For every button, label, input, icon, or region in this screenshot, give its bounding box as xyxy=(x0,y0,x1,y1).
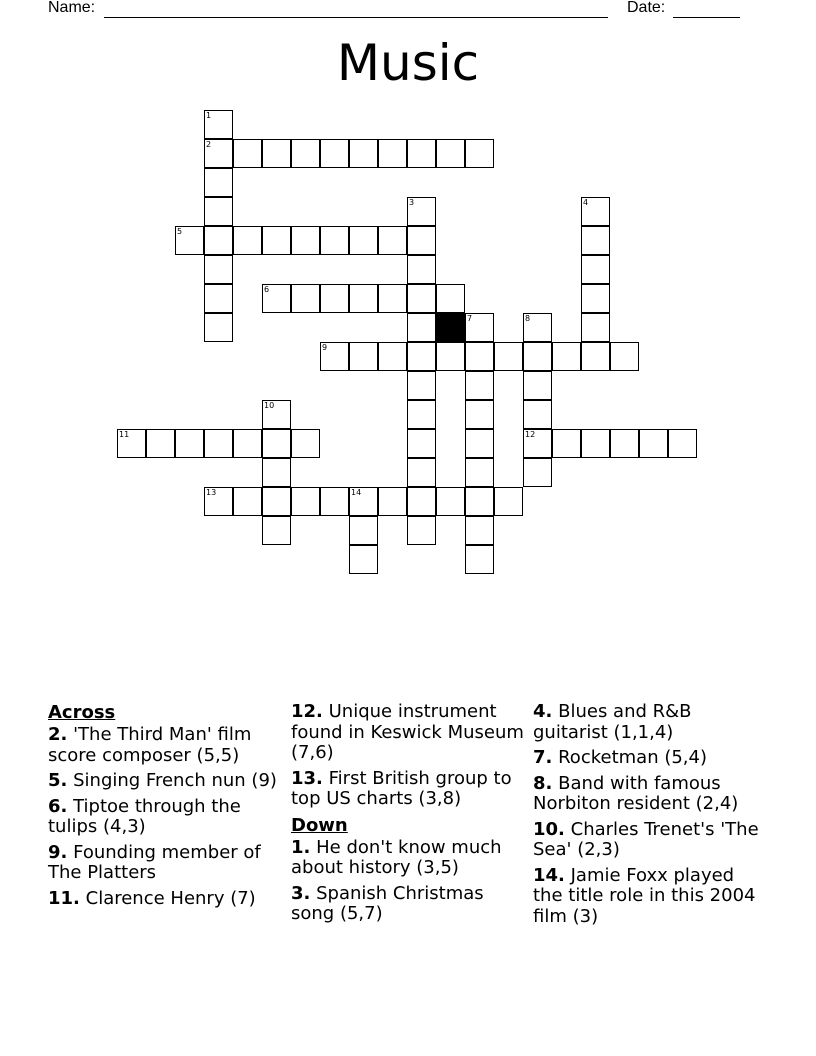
black-cell xyxy=(436,313,465,342)
cell-number: 5 xyxy=(177,227,183,236)
grid-cell[interactable] xyxy=(146,429,175,458)
clue-number: 1. xyxy=(291,836,311,858)
grid-cell[interactable] xyxy=(465,487,494,516)
clue-number: 3. xyxy=(291,882,311,904)
clue-item xyxy=(533,866,763,928)
clue-number: 2. xyxy=(48,724,68,745)
clue-text: Singing French nun (9) xyxy=(73,770,277,791)
grid-cell[interactable] xyxy=(262,516,291,545)
grid-cell[interactable] xyxy=(320,487,349,516)
grid-cell[interactable] xyxy=(407,284,436,313)
name-label: Name: xyxy=(48,0,96,16)
clues-column-3 xyxy=(533,702,763,932)
clue-number: 5. xyxy=(48,770,68,791)
grid-cell[interactable] xyxy=(523,400,552,429)
grid-cell[interactable] xyxy=(581,429,610,458)
cell-number: 3 xyxy=(409,198,415,207)
clue-item xyxy=(48,843,283,884)
grid-cell[interactable] xyxy=(523,371,552,400)
grid-cell[interactable] xyxy=(552,429,581,458)
grid-cell[interactable] xyxy=(523,458,552,487)
cell-number: 9 xyxy=(322,343,328,352)
down-heading: Down xyxy=(291,814,348,836)
cell-number: 12 xyxy=(525,430,536,439)
grid-cell[interactable] xyxy=(204,284,233,313)
clue-number: 8. xyxy=(533,772,553,794)
grid-cell[interactable] xyxy=(465,139,494,168)
grid-cell[interactable] xyxy=(378,139,407,168)
grid-cell[interactable] xyxy=(523,429,552,458)
page-title: Music xyxy=(336,34,480,92)
grid-cell[interactable] xyxy=(204,197,233,226)
grid-cell[interactable] xyxy=(204,429,233,458)
grid-cell[interactable] xyxy=(407,487,436,516)
grid-cell[interactable] xyxy=(465,371,494,400)
grid-cell[interactable] xyxy=(378,284,407,313)
grid-cell[interactable] xyxy=(291,139,320,168)
clue-text: Founding member of The Platters xyxy=(48,841,261,883)
grid-cell[interactable] xyxy=(378,487,407,516)
clue-number: 11. xyxy=(48,887,80,909)
grid-cell[interactable] xyxy=(465,342,494,371)
cell-number: 2 xyxy=(206,140,212,149)
grid-cell[interactable] xyxy=(204,487,233,516)
clue-text: Rocketman (5,4) xyxy=(558,747,707,768)
grid-cell[interactable] xyxy=(407,371,436,400)
cell-number: 11 xyxy=(119,430,130,439)
grid-cell[interactable] xyxy=(349,226,378,255)
grid-cell[interactable] xyxy=(349,545,378,574)
grid-cell[interactable] xyxy=(465,545,494,574)
clue-number: 4. xyxy=(533,701,553,722)
grid-cell[interactable] xyxy=(465,400,494,429)
grid-cell[interactable] xyxy=(349,284,378,313)
grid-cell[interactable] xyxy=(262,458,291,487)
clue-text: Spanish Christmas song (5,7) xyxy=(291,882,484,924)
clue-item xyxy=(48,725,283,766)
grid-cell[interactable] xyxy=(436,487,465,516)
grid-cell[interactable] xyxy=(320,139,349,168)
grid-cell[interactable] xyxy=(581,255,610,284)
grid-cell[interactable] xyxy=(494,342,523,371)
cell-number: 10 xyxy=(264,401,275,410)
grid-cell[interactable] xyxy=(320,342,349,371)
clue-number: 13. xyxy=(291,767,323,789)
grid-cell[interactable] xyxy=(233,139,262,168)
grid-cell[interactable] xyxy=(291,226,320,255)
grid-cell[interactable] xyxy=(349,139,378,168)
clue-text: First British group to top US charts (3,8) xyxy=(291,767,512,809)
grid-cell[interactable] xyxy=(494,487,523,516)
grid-cell[interactable] xyxy=(291,429,320,458)
grid-cell[interactable] xyxy=(175,429,204,458)
grid-cell[interactable] xyxy=(407,197,436,226)
grid-cell[interactable] xyxy=(581,342,610,371)
clue-text: Tiptoe through the tulips (4,3) xyxy=(48,795,241,837)
cell-number: 7 xyxy=(467,314,473,323)
grid-cell[interactable] xyxy=(407,400,436,429)
grid-cell[interactable] xyxy=(233,429,262,458)
grid-cell[interactable] xyxy=(262,139,291,168)
clue-number: 14. xyxy=(533,864,565,886)
grid-cell[interactable] xyxy=(407,226,436,255)
clue-text: He don't know much about history (3,5) xyxy=(291,836,502,878)
grid-cell[interactable] xyxy=(262,400,291,429)
grid-cell[interactable] xyxy=(320,284,349,313)
grid-cell[interactable] xyxy=(262,487,291,516)
grid-cell[interactable] xyxy=(378,226,407,255)
grid-cell[interactable] xyxy=(581,197,610,226)
grid-cell[interactable] xyxy=(204,255,233,284)
clues-column-2 xyxy=(291,702,526,930)
clue-number: 6. xyxy=(48,795,68,817)
clue-item xyxy=(533,820,763,861)
grid-cell[interactable] xyxy=(407,516,436,545)
grid-cell[interactable] xyxy=(262,226,291,255)
clue-item xyxy=(533,748,763,769)
clue-text: Clarence Henry (7) xyxy=(85,887,256,909)
grid-cell[interactable] xyxy=(436,342,465,371)
grid-cell[interactable] xyxy=(581,226,610,255)
clue-item xyxy=(291,884,526,925)
grid-cell[interactable] xyxy=(320,226,349,255)
clue-number: 9. xyxy=(48,841,68,863)
grid-cell[interactable] xyxy=(378,342,407,371)
grid-cell[interactable] xyxy=(233,226,262,255)
grid-cell[interactable] xyxy=(175,226,204,255)
grid-cell[interactable] xyxy=(407,255,436,284)
date-label: Date: xyxy=(627,0,666,16)
grid-cell[interactable] xyxy=(204,226,233,255)
grid-cell[interactable] xyxy=(523,313,552,342)
clue-item xyxy=(48,889,283,910)
grid-cell[interactable] xyxy=(233,487,262,516)
grid-cell[interactable] xyxy=(349,342,378,371)
clue-number: 12. xyxy=(291,701,323,722)
grid-cell[interactable] xyxy=(610,342,639,371)
clues-column-1 xyxy=(48,702,283,914)
cell-number: 4 xyxy=(583,198,589,207)
grid-cell[interactable] xyxy=(581,313,610,342)
clue-item xyxy=(291,769,526,810)
clue-text: Blues and R&B guitarist (1,1,4) xyxy=(533,701,692,743)
grid-cell[interactable] xyxy=(407,458,436,487)
clue-item xyxy=(48,797,283,838)
grid-cell[interactable] xyxy=(639,429,668,458)
grid-cell[interactable] xyxy=(407,342,436,371)
grid-cell[interactable] xyxy=(610,429,639,458)
grid-cell[interactable] xyxy=(523,342,552,371)
grid-cell[interactable] xyxy=(291,284,320,313)
grid-cell[interactable] xyxy=(465,458,494,487)
clue-text: 'The Third Man' film score composer (5,5) xyxy=(48,724,252,766)
clue-item xyxy=(533,702,763,743)
clue-text: Jamie Foxx played the title role in this 2004 film (3) xyxy=(533,864,756,927)
clue-item xyxy=(291,838,526,879)
grid-cell[interactable] xyxy=(465,313,494,342)
grid-cell[interactable] xyxy=(204,168,233,197)
grid-cell[interactable] xyxy=(262,429,291,458)
grid-cell[interactable] xyxy=(581,284,610,313)
grid-cell[interactable] xyxy=(465,516,494,545)
clue-text: Charles Trenet's 'The Sea' (2,3) xyxy=(533,818,759,860)
grid-cell[interactable] xyxy=(262,284,291,313)
clue-number: 7. xyxy=(533,747,553,768)
grid-cell[interactable] xyxy=(407,139,436,168)
clue-item xyxy=(291,702,526,764)
grid-cell[interactable] xyxy=(407,429,436,458)
cell-number: 6 xyxy=(264,285,270,294)
grid-cell[interactable] xyxy=(204,313,233,342)
grid-cell[interactable] xyxy=(204,110,233,139)
clue-text: Unique instrument found in Keswick Museum (7,6) xyxy=(291,701,524,763)
clue-number: 10. xyxy=(533,818,565,840)
cell-number: 8 xyxy=(525,314,531,323)
grid-cell[interactable] xyxy=(436,139,465,168)
cell-number: 13 xyxy=(206,488,217,497)
across-heading: Across xyxy=(48,702,116,723)
grid-cell[interactable] xyxy=(465,429,494,458)
clue-text: Band with famous Norbiton resident (2,4) xyxy=(533,772,739,814)
grid-cell[interactable] xyxy=(349,516,378,545)
grid-cell[interactable] xyxy=(117,429,146,458)
cell-number: 14 xyxy=(351,488,362,497)
grid-cell[interactable] xyxy=(552,342,581,371)
grid-cell[interactable] xyxy=(349,487,378,516)
clue-item xyxy=(48,771,283,792)
grid-cell[interactable] xyxy=(407,313,436,342)
grid-cell[interactable] xyxy=(436,284,465,313)
grid-cell[interactable] xyxy=(204,139,233,168)
grid-cell[interactable] xyxy=(668,429,697,458)
clue-item xyxy=(533,774,763,815)
cell-number: 1 xyxy=(206,111,212,120)
grid-cell[interactable] xyxy=(291,487,320,516)
